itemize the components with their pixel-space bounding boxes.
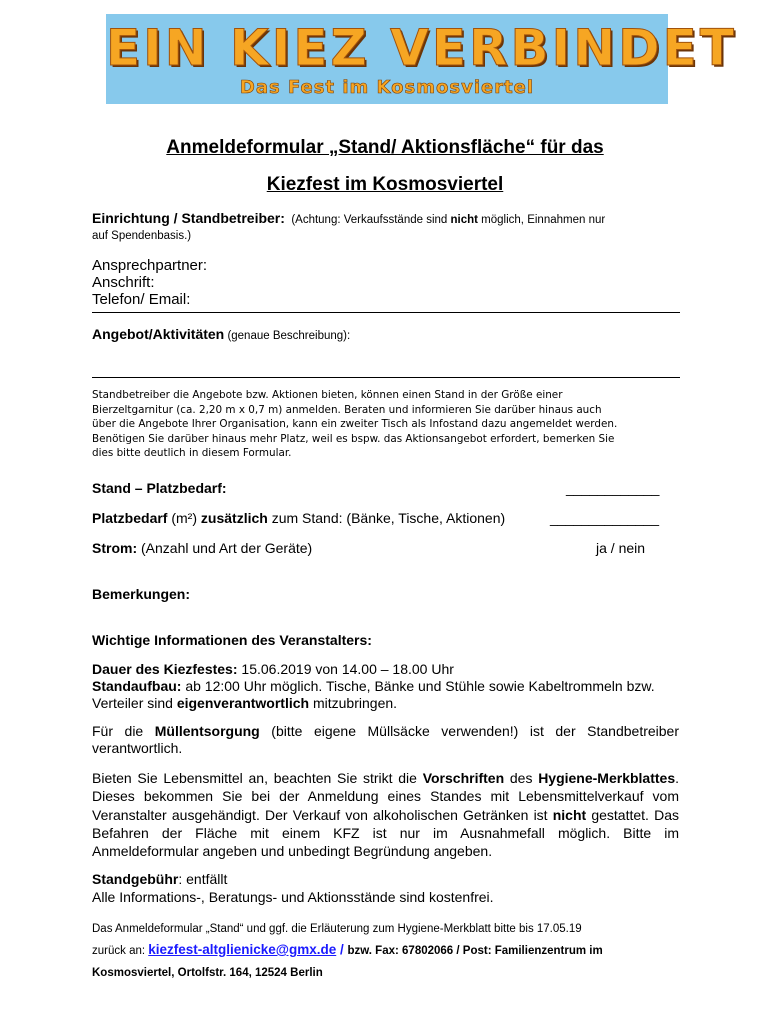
organisation-note: (Achtung: Verkaufsstände sind nicht möglich, Einnahmen nur bbox=[291, 214, 606, 226]
food-info bbox=[92, 769, 679, 860]
stand-space-blank: ____________ bbox=[566, 480, 660, 496]
food-line-3: Veranstalter ausgehändigt. Der Verkauf von alkoholischen Getränken ist nicht gestattet. Das bbox=[92, 806, 679, 823]
event-banner bbox=[106, 14, 737, 104]
setup-line-2: Verteiler sind eigenverantwortlich mitzubringen. bbox=[92, 695, 398, 711]
info-paragraph bbox=[92, 388, 679, 461]
power-choice: ja / nein bbox=[596, 540, 646, 556]
form-title-line2: Kiezfest im Kosmosviertel bbox=[266, 174, 504, 195]
footer-line-1: Das Anmeldeformular „Stand“ und ggf. die Erläuterung zum Hygiene-Merkblatt bitte bis 17.05.19 bbox=[92, 923, 582, 935]
organisation-note-cont: auf Spendenbasis.) bbox=[92, 230, 192, 242]
contact-phone-label: Telefon/ Email: bbox=[92, 291, 191, 308]
schedule-info bbox=[92, 661, 679, 712]
duration-line: Dauer des Kiezfestes: 15.06.2019 von 14.00 – 18.00 Uhr bbox=[92, 661, 454, 677]
info-line: dies bitte deutlich in diesem Formular. bbox=[92, 447, 292, 460]
form-title-line1: Anmeldeformular „Stand/ Aktionsfläche“ für das bbox=[166, 137, 604, 158]
food-line-2: Dieses bekommen Sie bei der Anmeldung eines Standes mit Lebensmittelverkauf vom bbox=[92, 788, 679, 805]
extra-space-blank: ______________ bbox=[550, 510, 660, 526]
info-line: Bierzeltgarnitur (ca. 2,20 m x 0,7 m) anmelden. Beraten und informieren Sie darüber hinaus auch bbox=[92, 403, 602, 416]
offer-answer-line bbox=[92, 377, 680, 378]
footer-line-3: Kosmosviertel, Ortolfstr. 164, 12524 Berlin bbox=[92, 967, 323, 979]
contact-email-link[interactable]: kiezfest-altglienicke@gmx.de bbox=[148, 942, 337, 957]
extra-space-label: Platzbedarf (m²) zusätzlich zum Stand: (Bänke, Tische, Aktionen) bbox=[92, 510, 506, 526]
contact-person-label: Ansprechpartner: bbox=[92, 257, 208, 274]
waste-info bbox=[92, 723, 679, 757]
free-line: Alle Informations-, Beratungs- und Aktionsstände sind kostenfrei. bbox=[92, 889, 494, 905]
offer-field bbox=[92, 326, 679, 342]
important-heading: Wichtige Informationen des Veranstalters: bbox=[92, 632, 372, 648]
banner-title: EIN KIEZ VERBINDET bbox=[106, 19, 737, 77]
waste-line-2: verantwortlich. bbox=[92, 740, 183, 756]
remarks-label: Bemerkungen: bbox=[92, 586, 191, 602]
offer-label: Angebot/Aktivitäten bbox=[92, 326, 225, 342]
return-instructions bbox=[92, 919, 692, 984]
waste-line: Für die Müllentsorgung (bitte eigene Müllsäcke verwenden!) ist der Standbetreiber bbox=[92, 723, 679, 739]
food-line-5: Anmeldeformular angeben und unbedingt Begründung angeben. bbox=[92, 843, 493, 860]
info-line: Standbetreiber die Angebote bzw. Aktionen bieten, können einen Stand in der Größe einer bbox=[92, 389, 563, 401]
contact-fields bbox=[92, 257, 679, 308]
setup-line: Standaufbau: ab 12:00 Uhr möglich. Tische, Bänke und Stühle sowie Kabeltrommeln bzw. bbox=[92, 678, 655, 694]
info-line: über die Angebote Ihrer Organisation, kann ein zweiter Tisch als Infostand dazu angemeldet werden. bbox=[92, 418, 618, 431]
food-line-1: Bieten Sie Lebensmittel an, beachten Sie strikt die Vorschriften des Hygiene-Merkblattes. bbox=[92, 770, 680, 786]
organisation-label: Einrichtung / Standbetreiber: bbox=[92, 210, 285, 226]
fee-line: Standgebühr: entfällt bbox=[92, 871, 228, 887]
power-label: Strom: (Anzahl und Art der Geräte) bbox=[92, 540, 313, 556]
fee-info bbox=[92, 870, 679, 906]
offer-hint: (genaue Beschreibung): bbox=[227, 330, 351, 342]
organisation-field bbox=[92, 210, 679, 244]
footer-line-2: zurück an: kiezfest-altglienicke@gmx.de / bzw. Fax: 67802066 / Post: Familienzentrum im bbox=[92, 942, 603, 957]
food-line-4: Befahren der Fläche mit einem KFZ ist nur im Ausnahmefall möglich. Bitte im bbox=[92, 824, 679, 841]
info-line: Benötigen Sie darüber hinaus mehr Platz, weil es bspw. das Aktionsangebot erfordert, bemerken Sie bbox=[92, 432, 615, 445]
banner-subtitle: Das Fest im Kosmosviertel bbox=[239, 77, 535, 98]
divider-line bbox=[92, 312, 680, 313]
stand-space-label: Stand – Platzbedarf: bbox=[92, 480, 227, 496]
contact-address-label: Anschrift: bbox=[92, 274, 155, 291]
